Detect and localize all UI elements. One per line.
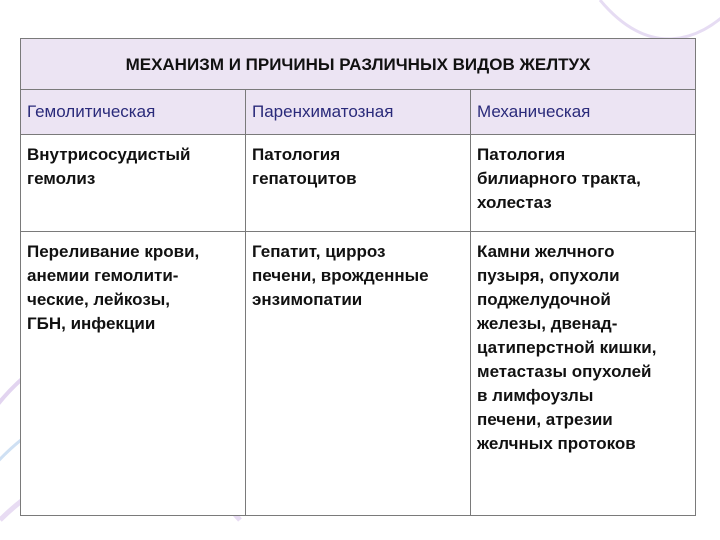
table-title: МЕХАНИЗМ И ПРИЧИНЫ РАЗЛИЧНЫХ ВИДОВ ЖЕЛТУХ (21, 39, 696, 90)
header-parenchymal: Паренхиматозная (246, 90, 471, 135)
header-mechanical: Механическая (471, 90, 696, 135)
causes-parenchymal: Гепатит, цирроз печени, врожденные энзимопатии (246, 232, 471, 516)
jaundice-table (20, 38, 696, 516)
causes-hemolytic: Переливание крови, анемии гемолити- ческие, лейкозы, ГБН, инфекции (21, 232, 246, 516)
header-hemolytic: Гемолитическая (21, 90, 246, 135)
mechanism-mechanical: Патология билиарного тракта, холестаз (471, 135, 696, 232)
mechanism-hemolytic: Внутрисосудистый гемолиз (21, 135, 246, 232)
mechanism-parenchymal: Патология гепатоцитов (246, 135, 471, 232)
causes-mechanical: Камни желчного пузыря, опухоли поджелудочной железы, двенад- цатиперстной кишки, метастазы опухолей в лимфоузлы печени, атрезии желчных протоков (471, 232, 696, 516)
